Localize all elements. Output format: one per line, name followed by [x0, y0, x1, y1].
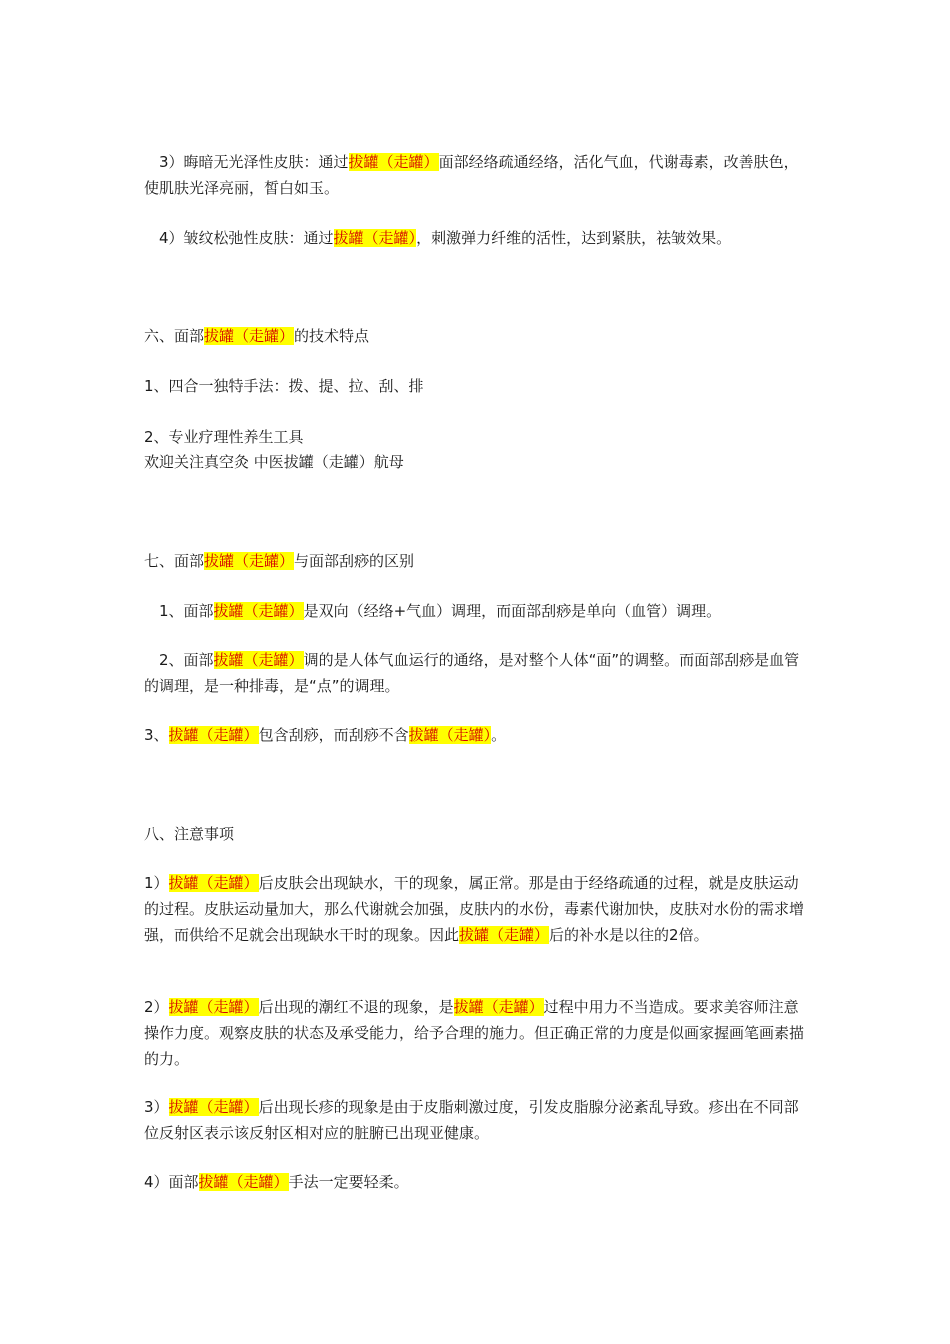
- paragraph-text: 面部经络疏通经络，活化气血，代谢毒素，改善肤色，使肌肤光泽亮丽，皙白如玉。: [144, 153, 799, 197]
- paragraph-difference-2: [144, 647, 812, 699]
- highlighted-term: 拔罐（走罐）: [213, 602, 304, 620]
- highlighted-term: 拔罐（走罐）: [168, 1098, 259, 1116]
- paragraph-text: 后的补水是以往的2倍。: [549, 926, 709, 944]
- paragraph-text: 2、面部: [144, 651, 214, 669]
- paragraph-text: 3、: [144, 726, 169, 744]
- highlighted-term: 拔罐（走罐）: [348, 153, 439, 171]
- paragraph-follow-notice: [144, 449, 812, 475]
- paragraph-text: 七、面部: [144, 552, 205, 570]
- paragraph-text: 3）: [144, 1098, 169, 1116]
- highlighted-term: 拔罐（走罐）: [168, 874, 259, 892]
- highlighted-term: 拔罐（走罐）: [213, 651, 304, 669]
- paragraph-technique-2: [144, 424, 812, 450]
- paragraph-text: 后出现长疹的现象是由于皮脂刺激过度，引发皮脂腺分泌紊乱导致。疹出在不同部位反射区表示该反射区相对应的脏腑已出现亚健康。: [144, 1098, 799, 1142]
- paragraph-text: 4）面部: [144, 1173, 199, 1191]
- paragraph-text: 六、面部: [144, 327, 205, 345]
- paragraph-caution-1: [144, 870, 812, 948]
- paragraph-text: 1、四合一独特手法：拨、提、拉、刮、排: [144, 377, 424, 395]
- paragraph-wrinkle-skin: [144, 225, 812, 251]
- highlighted-term: 拔罐（走罐）: [204, 552, 295, 570]
- paragraph-text: 欢迎关注真空灸 中医拔罐（走罐）航母: [144, 453, 404, 471]
- paragraph-caution-3: [144, 1094, 812, 1146]
- paragraph-text: 与面部刮痧的区别: [294, 552, 415, 570]
- section-heading-6: [144, 323, 812, 349]
- paragraph-text: 1）: [144, 874, 169, 892]
- highlighted-term: 拔罐（走罐）: [459, 926, 550, 944]
- paragraph-text: 后出现的潮红不退的现象，是: [258, 998, 454, 1016]
- paragraph-text: 2、专业疗理性养生工具: [144, 428, 304, 446]
- paragraph-text: 4）皱纹松弛性皮肤：通过: [144, 229, 334, 247]
- paragraph-text: 过程中用力不当造成。要求美容师注意操作力度。观察皮肤的状态及承受能力，给予合理的施力。但正确正常的力度是似画家握画笔画素描的力。: [144, 998, 805, 1068]
- paragraph-caution-2: [144, 994, 812, 1072]
- paragraph-text: 1、面部: [144, 602, 214, 620]
- paragraph-text: 的技术特点: [294, 327, 370, 345]
- paragraph-text: 2）: [144, 998, 169, 1016]
- paragraph-text: 包含刮痧，而刮痧不含: [258, 726, 409, 744]
- highlighted-term: 拔罐（走罐）: [168, 726, 259, 744]
- paragraph-text: 后皮肤会出现缺水，干的现象，属正常。那是由于经络疏通的过程，就是皮肤运动的过程。皮肤运动量加大，那么代谢就会加强，皮肤内的水份，毒素代谢加快，皮肤对水份的需求增强，而供给不足就会出现缺水干时的现象。因此: [144, 874, 805, 944]
- paragraph-text: 八、注意事项: [144, 825, 235, 843]
- paragraph-difference-1: [144, 598, 812, 624]
- paragraph-technique-1: [144, 373, 812, 399]
- paragraph-text: 手法一定要轻柔。: [288, 1173, 409, 1191]
- paragraph-text: 是双向（经络+气血）调理，而面部刮痧是单向（血管）调理。: [303, 602, 722, 620]
- highlighted-term: 拔罐（走罐）: [168, 998, 259, 1016]
- highlighted-term: 拔罐（走罐）: [408, 726, 492, 744]
- highlighted-term: 拔罐（走罐）: [204, 327, 295, 345]
- highlighted-term: 拔罐（走罐）: [333, 229, 417, 247]
- highlighted-term: 拔罐（走罐）: [198, 1173, 289, 1191]
- section-heading-8: [144, 821, 812, 847]
- paragraph-text: 。: [491, 726, 507, 744]
- paragraph-difference-3: [144, 722, 812, 748]
- paragraph-text: ，刺激弹力纤维的活性，达到紧肤，祛皱效果。: [416, 229, 732, 247]
- highlighted-term: 拔罐（走罐）: [453, 998, 544, 1016]
- paragraph-text: 3）晦暗无光泽性皮肤：通过: [144, 153, 349, 171]
- paragraph-caution-4: [144, 1169, 812, 1195]
- paragraph-text: 调的是人体气血运行的通络，是对整个人体“面”的调整。而面部刮痧是血管的调理，是一种排毒，是“点”的调理。: [144, 651, 800, 695]
- paragraph-dull-skin: [144, 149, 812, 201]
- section-heading-7: [144, 548, 812, 574]
